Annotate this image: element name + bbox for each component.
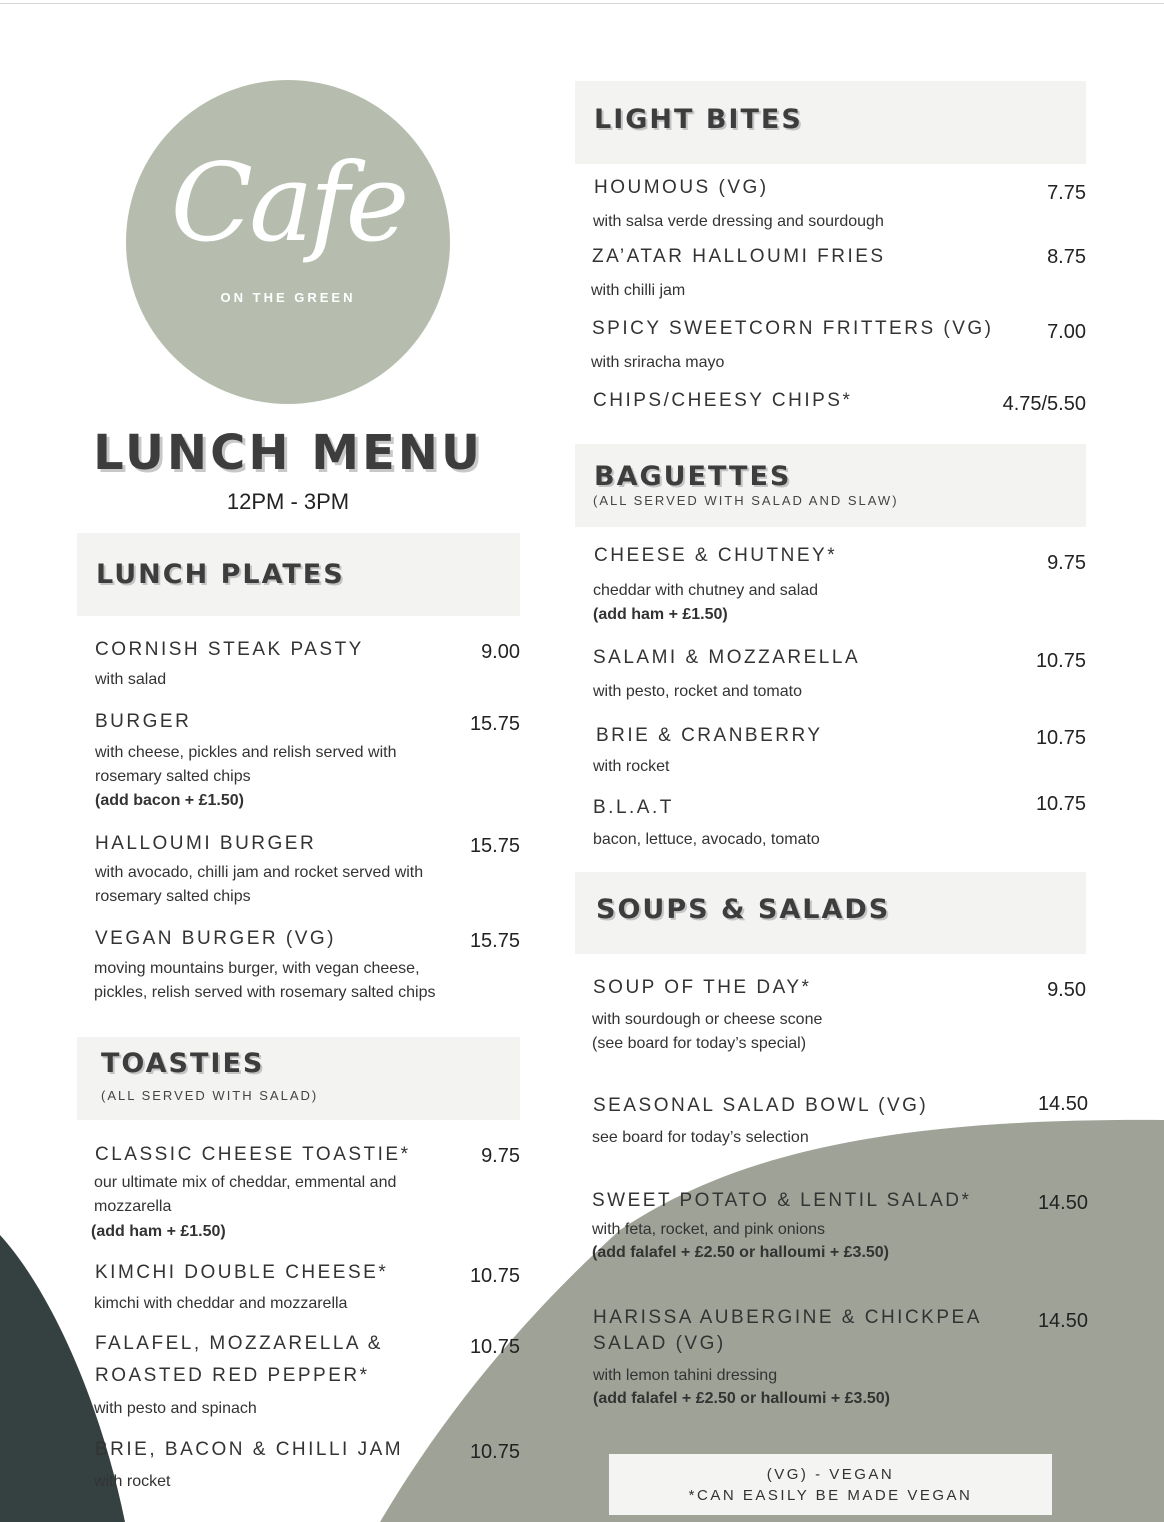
item-price: 10.75 [469,1336,520,1358]
item-desc: with pesto, rocket and tomato [593,683,802,700]
item-price: 9.50 [1047,979,1086,1001]
item-add-on: (add falafel + £2.50 or halloumi + £3.50) [592,1244,890,1261]
item-desc: with rocket [94,1473,171,1490]
item-price: 15.75 [469,713,520,735]
item-add-on: (add ham + £1.50) [593,606,728,623]
item-name: BRIE & CRANBERRY [596,725,823,746]
item-desc: moving mountains burger, with vegan cheese, pickles, relish served with rosemary salted chips [94,960,436,1001]
item-price: 7.75 [1047,182,1086,204]
item-name: ZA’ATAR HALLOUMI FRIES [592,246,886,267]
item-desc: with salad [95,671,167,688]
item-name: B.L.A.T [593,797,674,818]
item-name: VEGAN BURGER (VG) [95,928,336,949]
item-price: 15.75 [469,835,520,857]
section-title: LUNCH PLATES [96,559,345,590]
item-name: CHEESE & CHUTNEY* [594,545,838,566]
page-title: LUNCH MENU [93,425,483,481]
item-name: SPICY SWEETCORN FRITTERS (VG) [592,318,994,339]
legend-vegan-option: *CAN EASILY BE MADE VEGAN [688,1487,973,1504]
item-desc: cheddar with chutney and salad [593,582,819,599]
logo-script: Cafe [170,141,406,266]
item-price: 8.75 [1047,246,1086,268]
item-name: BRIE, BACON & CHILLI JAM [95,1439,404,1460]
item-name: BURGER [95,711,192,732]
item-desc: with salsa verde dressing and sourdough [593,213,884,230]
item-name: SEASONAL SALAD BOWL (VG) [593,1095,929,1116]
item-desc: with rocket [593,758,670,775]
item-desc: bacon, lettuce, avocado, tomato [593,831,820,848]
item-name: CLASSIC CHEESE TOASTIE* [95,1144,411,1165]
item-price: 15.75 [469,930,520,952]
item-desc: with sourdough or cheese scone [592,1011,823,1028]
item-desc: with pesto and spinach [94,1400,257,1417]
item-name: SALAMI & MOZZARELLA [593,647,861,668]
item-price: 14.50 [1037,1192,1088,1214]
item-price: 10.75 [469,1265,520,1287]
item-price: 10.75 [469,1441,520,1463]
item-price: 9.75 [481,1145,520,1167]
item-add-on: (add ham + £1.50) [91,1223,226,1240]
item-desc: with avocado, chilli jam and rocket served with rosemary salted chips [95,864,424,905]
item-price: 14.50 [1037,1093,1088,1115]
logo [126,80,450,404]
logo-subtitle: ON THE GREEN [220,290,356,305]
item-add-on: (add bacon + £1.50) [95,792,244,809]
item-desc: kimchi with cheddar and mozzarella [94,1295,348,1312]
section-subtitle: (ALL SERVED WITH SALAD AND SLAW) [593,493,899,508]
item-desc: with sriracha mayo [591,354,725,371]
section-title: BAGUETTES [594,461,792,492]
section-title: LIGHT BITES [594,104,803,135]
item-price: 9.00 [481,641,520,663]
item-price: 4.75/5.50 [1002,393,1086,415]
item-name: SOUP OF THE DAY* [593,977,812,998]
item-price: 7.00 [1047,321,1086,343]
item-price: 9.75 [1047,552,1086,574]
item-name: HALLOUMI BURGER [95,833,317,854]
item-price: 10.75 [1035,650,1086,672]
section-title: SOUPS & SALADS [596,894,891,925]
hours: 12PM - 3PM [226,489,350,514]
item-name: CHIPS/CHEESY CHIPS* [593,390,853,411]
item-desc: with feta, rocket, and pink onions [592,1221,826,1238]
item-desc: with cheese, pickles and relish served with rosemary salted chips [95,744,397,785]
item-price: 10.75 [1035,793,1086,815]
section-title: TOASTIES [101,1048,265,1079]
item-name: HOUMOUS (VG) [594,177,769,198]
item-desc: with chilli jam [591,282,686,299]
item-name: HARISSA AUBERGINE & CHICKPEA SALAD (VG) [593,1307,981,1354]
item-name: FALAFEL, MOZZARELLA & ROASTED RED PEPPER* [95,1333,383,1386]
item-price: 14.50 [1037,1310,1088,1332]
item-add-on: (add falafel + £2.50 or halloumi + £3.50) [593,1390,891,1407]
legend-vegan: (VG) - VEGAN [766,1466,895,1483]
item-name: SWEET POTATO & LENTIL SALAD* [592,1190,972,1211]
section-subtitle: (ALL SERVED WITH SALAD) [101,1088,319,1103]
item-desc: our ultimate mix of cheddar, emmental and mozzarella [94,1174,397,1215]
item-desc: with lemon tahini dressing [593,1367,778,1384]
item-name: CORNISH STEAK PASTY [95,639,364,660]
item-price: 10.75 [1035,727,1086,749]
dietary-legend [609,1454,1052,1515]
item-add-on: (see board for today’s special) [592,1035,807,1052]
item-name: KIMCHI DOUBLE CHEESE* [95,1262,389,1283]
item-desc: see board for today’s selection [592,1129,809,1146]
